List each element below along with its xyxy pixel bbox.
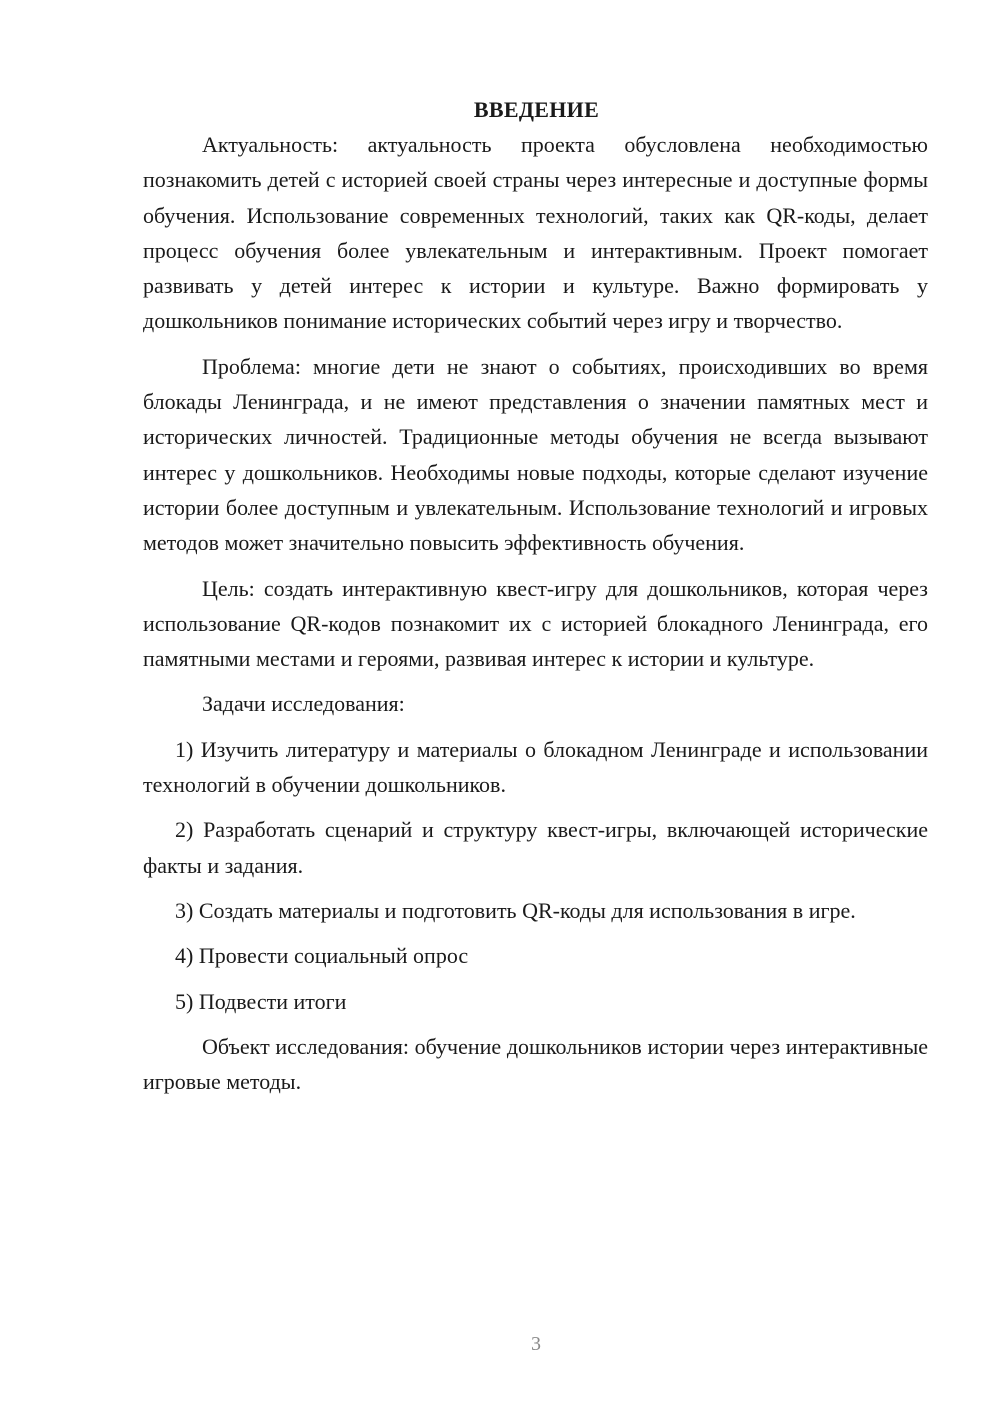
task-item-2: 2) Разработать сценарий и структуру квест-игры, включающей исторические факты и задания.	[143, 817, 928, 878]
document-page	[143, 92, 928, 1109]
goal-paragraph: Цель: создать интерактивную квест-игру для дошкольников, которая через использование QR-кодов познакомит их с историей блокадного Ленинграда, его памятными местами и героями, развивая интерес к истории и культуре.	[143, 575, 928, 672]
relevance-paragraph: Актуальность: актуальность проекта обусловлена необходимостью познакомить детей с историей своей страны через интересные и доступные формы обучения. Использование современных технологий, таких как QR-коды, делает процесс обучения более увлекательным и интерактивным. Проект помогает развивать у детей интерес к истории и культуре. Важно формировать у дошкольников понимание исторических событий через игру и творчество.	[143, 132, 928, 334]
section-heading: ВВЕДЕНИЕ	[473, 97, 600, 122]
task-item-4: 4) Провести социальный опрос	[175, 943, 469, 969]
task-item-1: 1) Изучить литературу и материалы о блокадном Ленинграде и использовании технологий в обучении дошкольников.	[143, 736, 928, 798]
problem-paragraph: Проблема: многие дети не знают о событиях, происходивших во время блокады Ленинграда, и не имеют представления о значении памятных мест и исторических личностей. Традиционные методы обучения не всегда вызывают интерес у дошкольников. Необходимы новые подходы, которые сделают изучение истории более доступным и увлекательным. Использование технологий и игровых методов может значительно повысить эффективность обучения.	[143, 353, 928, 556]
task-item-3: 3) Создать материалы и подготовить QR-коды для использования в игре.	[175, 897, 856, 923]
page-number: 3	[531, 1333, 541, 1355]
tasks-title: Задачи исследования:	[202, 691, 405, 717]
task-item-5: 5) Подвести итоги	[175, 988, 347, 1014]
object-paragraph: Объект исследования: обучение дошкольников истории через интерактивные игровые методы.	[143, 1033, 928, 1095]
